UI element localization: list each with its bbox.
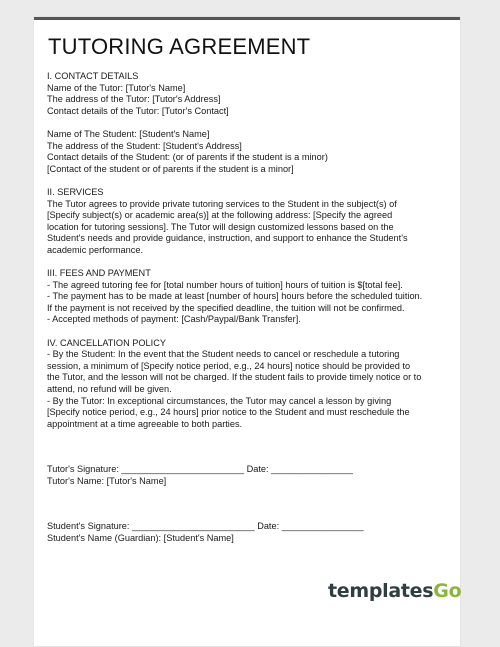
body-line: [Specify subject(s) or academic area(s)] at the following address: [Specify the agreed xyxy=(47,210,393,221)
document-page xyxy=(34,17,460,646)
body-line: II. SERVICES xyxy=(47,186,104,197)
paragraph-gap xyxy=(47,175,449,187)
body-line: - Accepted methods of payment: [Cash/Paypal/Bank Transfer]. xyxy=(47,314,301,325)
body-line: If the payment is not received by the specified deadline, the tuition will not be confirmed. xyxy=(47,302,405,313)
body-line: - The agreed tutoring fee for [total number hours of tuition] hours of tuition is $[total fee]. xyxy=(47,279,403,290)
paragraph-gap xyxy=(47,326,449,338)
body-line: The address of the Tutor: [Tutor's Address] xyxy=(47,94,221,105)
tutor-name-line: Tutor's Name: [Tutor's Name] xyxy=(47,475,167,486)
body-line: location for tutoring sessions]. The Tutor will design customized lessons based on the xyxy=(47,221,394,232)
document-title: TUTORING AGREEMENT xyxy=(48,34,311,59)
body-line: I. CONTACT DETAILS xyxy=(47,71,139,81)
logo-text-templates: templates xyxy=(328,580,434,602)
body-line: appointment at a time agreeable to both parties. xyxy=(47,418,243,429)
body-line: attend, no refund will be given. xyxy=(47,384,172,395)
student-signature-line: Student's Signature: ________________________ Date: ________________ xyxy=(47,521,364,531)
student-name-line: Student's Name (Guardian): [Student's Name] xyxy=(47,532,234,543)
body-line: Student's needs and provide guidance, instruction, and support to enhance the Student's xyxy=(47,233,408,244)
agreement-body xyxy=(47,71,449,430)
body-line: Name of the Tutor: [Tutor's Name] xyxy=(47,82,186,93)
body-line: the Tutor, and the lesson will not be charged. If the student fails to provide timely notice or to xyxy=(47,372,422,383)
body-line: Contact details of the Student: (or of parents if the student is a minor) xyxy=(47,152,328,163)
body-line: [Contact of the student or of parents if the student is a minor] xyxy=(47,163,294,174)
templatesgo-logo xyxy=(328,580,461,602)
body-line: - By the Student: In the event that the Student needs to cancel or reschedule a tutoring xyxy=(47,349,400,360)
body-line: [Specify notice period, e.g., 24 hours] prior notice to the Student and must reschedule the xyxy=(47,407,410,418)
body-line: academic performance. xyxy=(47,244,144,255)
logo-text-go: Go xyxy=(433,580,462,602)
body-line: Contact details of the Tutor: [Tutor's Contact] xyxy=(47,105,229,116)
body-line: session, a minimum of [Specify notice period, e.g., 24 hours] notice should be provided to xyxy=(47,360,411,371)
body-line: Name of The Student: [Student's Name] xyxy=(47,128,210,139)
body-line: - By the Tutor: In exceptional circumstances, the Tutor may cancel a lesson by giving xyxy=(47,395,392,406)
student-signature-block xyxy=(47,521,363,544)
body-line: The address of the Student: [Student's Address] xyxy=(47,140,242,151)
paragraph-gap xyxy=(47,257,449,269)
body-line: IV. CANCELLATION POLICY xyxy=(47,337,166,348)
tutor-signature-block xyxy=(47,464,353,487)
tutor-signature-line: Tutor's Signature: ________________________ Date: ________________ xyxy=(47,464,353,474)
body-line: III. FEES AND PAYMENT xyxy=(47,268,151,279)
paragraph-gap xyxy=(47,117,449,129)
body-line: The Tutor agrees to provide private tutoring services to the Student in the subject(s) of xyxy=(47,198,397,209)
body-line: - The payment has to be made at least [number of hours] hours before the scheduled tuition. xyxy=(47,291,423,302)
